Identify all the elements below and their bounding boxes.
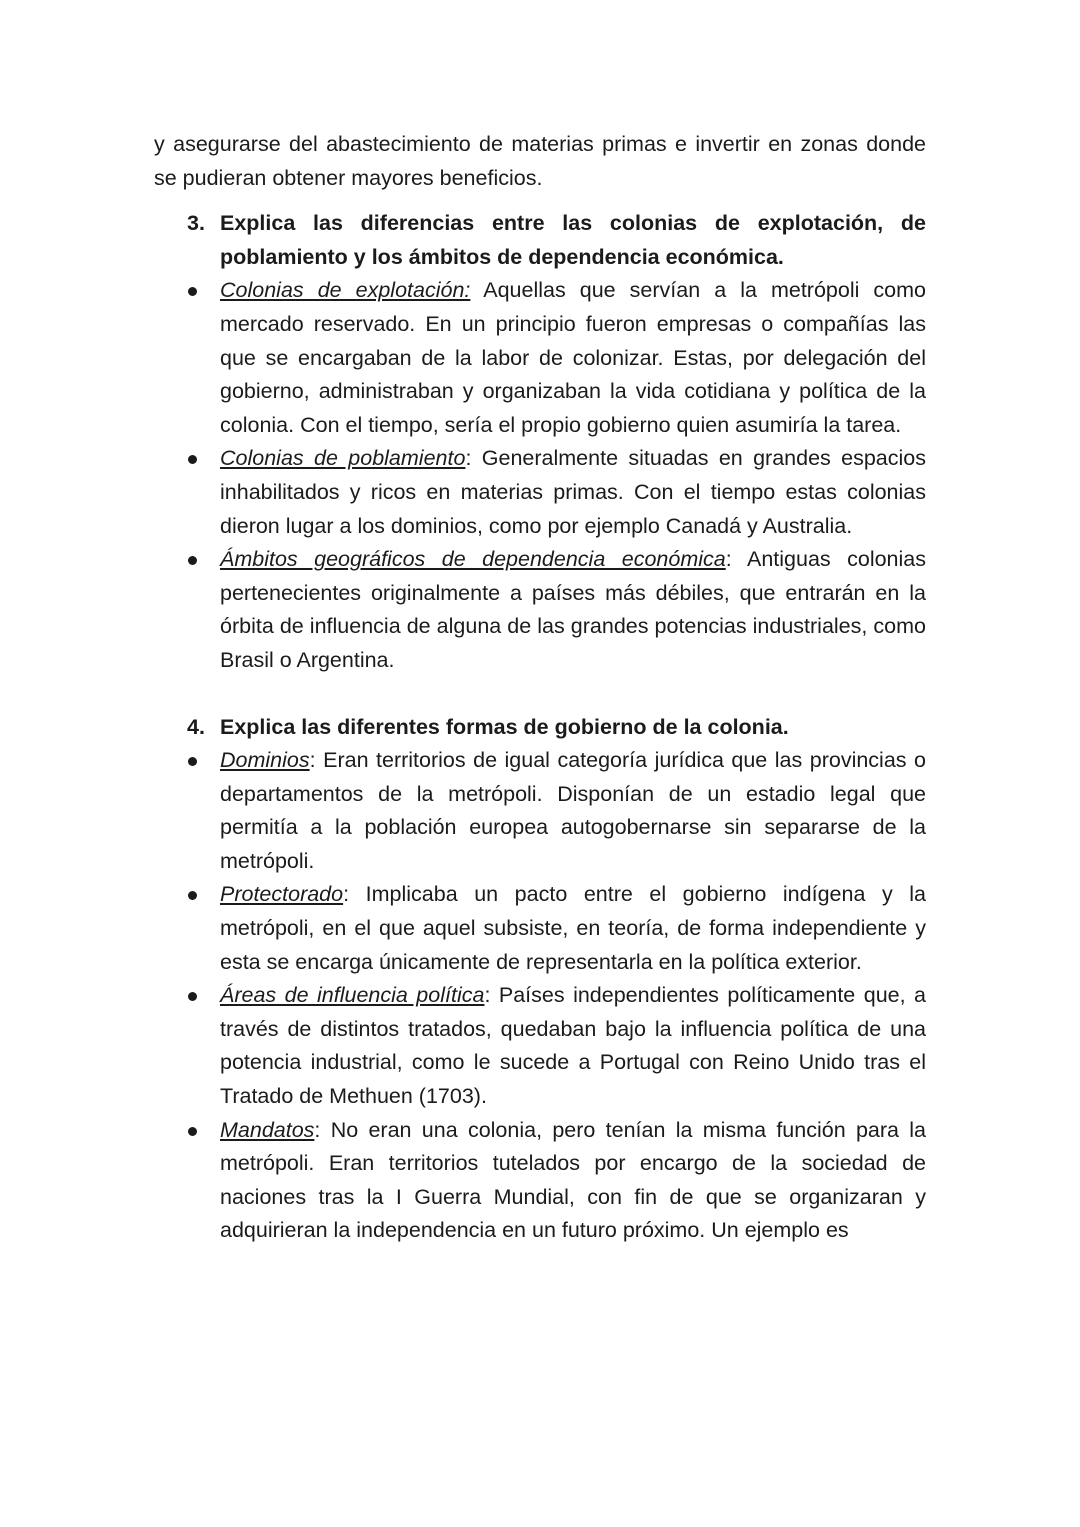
term-protectorado: Protectorado [220,882,344,907]
list-item-ambitos-dependencia: Ámbitos geográficos de dependencia económica: Antiguas colonias pertenecientes originalmente a países más débiles, que entrarán en la órbita de influencia de alguna de las grandes potencias industriales, como Brasil o Argentina. [187,543,926,677]
section-3 [187,207,926,677]
document-page [154,128,926,1248]
definition-text: Implicaba un pacto entre el gobierno indígena y la metrópoli, en el que aquel subsiste, en teoría, de forma independiente y esta se encarga únicamente de representarla en la política exterior. [220,882,926,974]
section-4-heading-text: Explica las diferentes formas de gobierno de la colonia. [220,714,789,739]
bullet-icon [187,442,220,543]
term-ambitos-dependencia: Ámbitos geográficos de dependencia económica [220,547,726,572]
bullet-icon [187,979,220,1113]
section-3-number: 3. [187,211,205,236]
intro-paragraph: y asegurarse del abastecimiento de materias primas e invertir en zonas donde se pudieran obtener mayores beneficios. [154,132,926,190]
list-item-protectorado: Protectorado: Implicaba un pacto entre el gobierno indígena y la metrópoli, en el que aquel subsiste, en teoría, de forma independiente y esta se encarga únicamente de representarla en la política exterior. [187,878,926,979]
definition-text: Aquellas que servían a la metrópoli como mercado reservado. En un principio fueron empresas o compañías las que se encargaban de la labor de colonizar. Estas, por delegación del gobierno, administraban y organizaban la vida cotidiana y política de la colonia. Con el tiempo, sería el propio gobierno quien asumiría la tarea. [220,278,926,437]
section-4-heading [187,711,926,745]
list-item-dominios: Dominios: Eran territorios de igual categoría jurídica que las provincias o departamentos de la metrópoli. Disponían de un estadio legal que permitía a la población europea autogobernarse sin separarse de la metrópoli. [187,744,926,878]
list-item-areas-influencia: Áreas de influencia política: Países independientes políticamente que, a través de distintos tratados, quedaban bajo la influencia política de una potencia industrial, como le sucede a Portugal con Reino Unido tras el Tratado de Methuen (1703). [187,979,926,1113]
definition-text: Países independientes políticamente que, a través de distintos tratados, quedaban bajo la influencia política de una potencia industrial, como le sucede a Portugal con Reino Unido tras el Tratado de Methuen (1703). [220,983,926,1109]
bullet-icon [187,543,220,677]
list-item-colonias-explotacion [187,274,926,442]
bullet-icon [187,878,220,979]
term-dominios: Dominios [220,748,310,773]
list-item-mandatos: Mandatos: No eran una colonia, pero tenían la misma función para la metrópoli. Eran territorios tutelados por encargo de la sociedad de naciones tras la I Guerra Mundial, con fin de que se organizaran y adquirieran la independencia en un futuro próximo. Un ejemplo es [187,1114,926,1248]
section-4-number: 4. [187,714,205,739]
section-4-list [187,744,926,1248]
bullet-icon [187,1114,220,1248]
section-3-heading-text: Explica las diferencias entre las colonias de explotación, de poblamiento y los ámbitos de dependencia económica. [220,211,926,269]
term-areas-influencia: Áreas de influencia política [220,983,485,1008]
term-mandatos: Mandatos [220,1117,315,1142]
bullet-icon [187,744,220,878]
term-colonias-poblamiento: Colonias de poblamiento [220,446,466,471]
section-4 [187,711,926,1249]
section-3-heading [187,207,926,274]
list-item-colonias-poblamiento: Colonias de poblamiento: Generalmente situadas en grandes espacios inhabilitados y ricos en materias primas. Con el tiempo estas colonias dieron lugar a los dominios, como por ejemplo Canadá y Australia. [187,442,926,543]
definition-text: Generalmente situadas en grandes espacios inhabilitados y ricos en materias primas. Con el tiempo estas colonias dieron lugar a los dominios, como por ejemplo Canadá y Australia. [220,446,926,538]
definition-text: Antiguas colonias pertenecientes originalmente a países más débiles, que entrarán en la órbita de influencia de alguna de las grandes potencias industriales, como Brasil o Argentina. [220,547,926,672]
term-colonias-explotacion: Colonias de explotación: [220,278,471,303]
definition-text: No eran una colonia, pero tenían la misma función para la metrópoli. Eran territorios tutelados por encargo de la sociedad de naciones tras la I Guerra Mundial, con fin de que se organizaran y adquirieran la independencia en un futuro próximo. Un ejemplo es [220,1117,926,1243]
bullet-icon [187,274,220,442]
section-3-list [187,274,926,677]
definition-text: Eran territorios de igual categoría jurídica que las provincias o departamentos de la metrópoli. Disponían de un estadio legal que permitía a la población europea autogobernarse sin separarse de la metrópoli. [220,748,926,873]
